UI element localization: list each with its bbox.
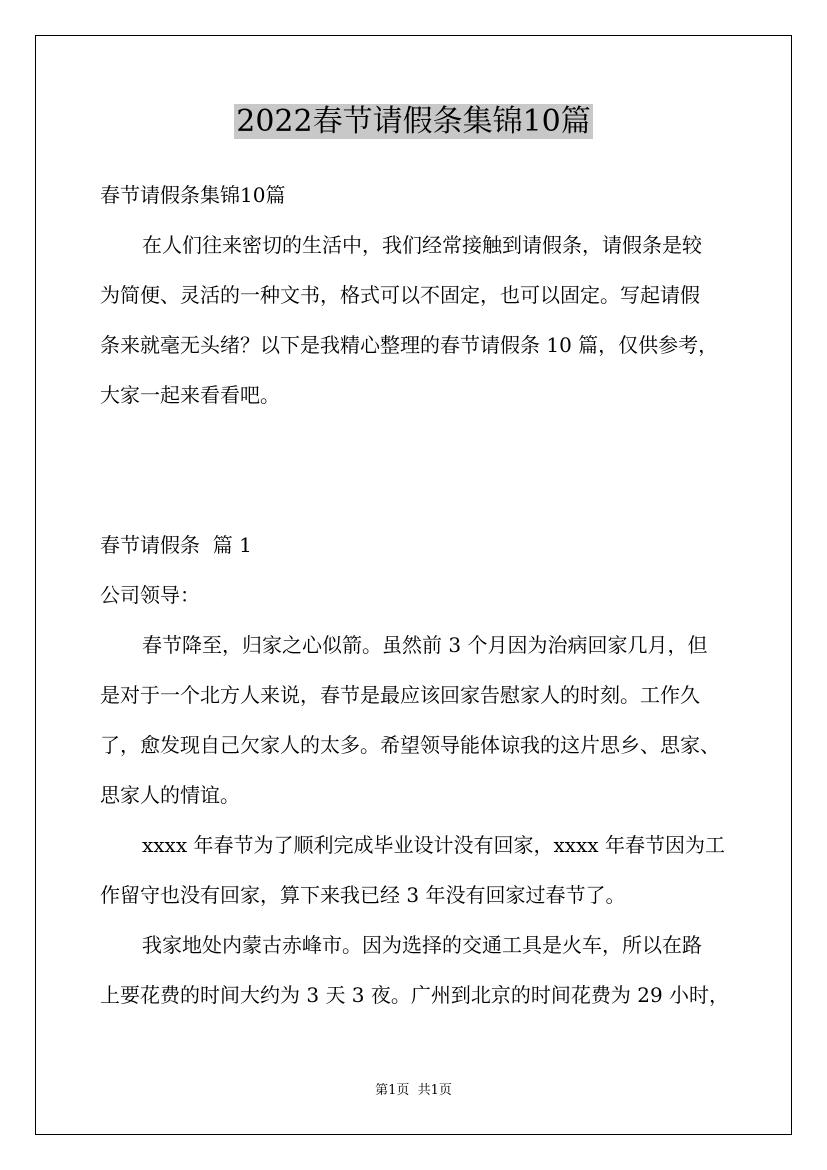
intro-paragraph bbox=[100, 220, 725, 420]
paragraph-line: 为简便、灵活的一种文书，格式可以不固定，也可以固定。写起请假 bbox=[100, 283, 700, 307]
page-footer bbox=[0, 1082, 827, 1100]
paragraph-line: 在人们往来密切的生活中，我们经常接触到请假条，请假条是较 bbox=[142, 233, 702, 257]
paragraph-line: 条来就毫无头绪？以下是我精心整理的春节请假条 10 篇，仅供参考， bbox=[100, 333, 719, 357]
paragraph-line: 上要花费的时间大约为 3 天 3 夜。广州到北京的时间花费为 29 小时， bbox=[100, 983, 730, 1007]
document-body bbox=[100, 170, 730, 1020]
paragraph-line: 思家人的情谊。 bbox=[100, 783, 240, 807]
document-title-text: 2022春节请假条集锦10篇 bbox=[236, 104, 591, 139]
section-heading: 春节请假条 篇 1 bbox=[100, 533, 252, 557]
paragraph-line: 大家一起来看看吧。 bbox=[100, 383, 280, 407]
paragraph-line: 作留守也没有回家，算下来我已经 3 年没有回家过春节了。 bbox=[100, 883, 626, 907]
body-paragraph-2 bbox=[100, 820, 725, 920]
paragraph-line: 春节降至，归家之心似箭。虽然前 3 个月因为治病回家几月，但 bbox=[142, 633, 708, 657]
document-subtitle: 春节请假条集锦10篇 bbox=[100, 183, 286, 207]
salutation: 公司领导： bbox=[100, 583, 200, 607]
document-title bbox=[0, 100, 827, 144]
body-paragraph-1 bbox=[100, 620, 725, 820]
paragraph-line: xxxx 年春节为了顺利完成毕业设计没有回家，xxxx 年春节因为工 bbox=[142, 833, 725, 857]
paragraph-line: 是对于一个北方人来说，春节是最应该回家告慰家人的时刻。工作久 bbox=[100, 683, 700, 707]
blank-line bbox=[100, 420, 725, 470]
paragraph-line: 了，愈发现自己欠家人的太多。希望领导能体谅我的这片思乡、思家、 bbox=[100, 733, 720, 757]
paragraph-line: 我家地处内蒙古赤峰市。因为选择的交通工具是火车，所以在路 bbox=[142, 933, 702, 957]
body-paragraph-3 bbox=[100, 920, 730, 1020]
blank-line bbox=[100, 470, 725, 520]
page-number-label: 第1页 共1页 bbox=[375, 1083, 452, 1098]
